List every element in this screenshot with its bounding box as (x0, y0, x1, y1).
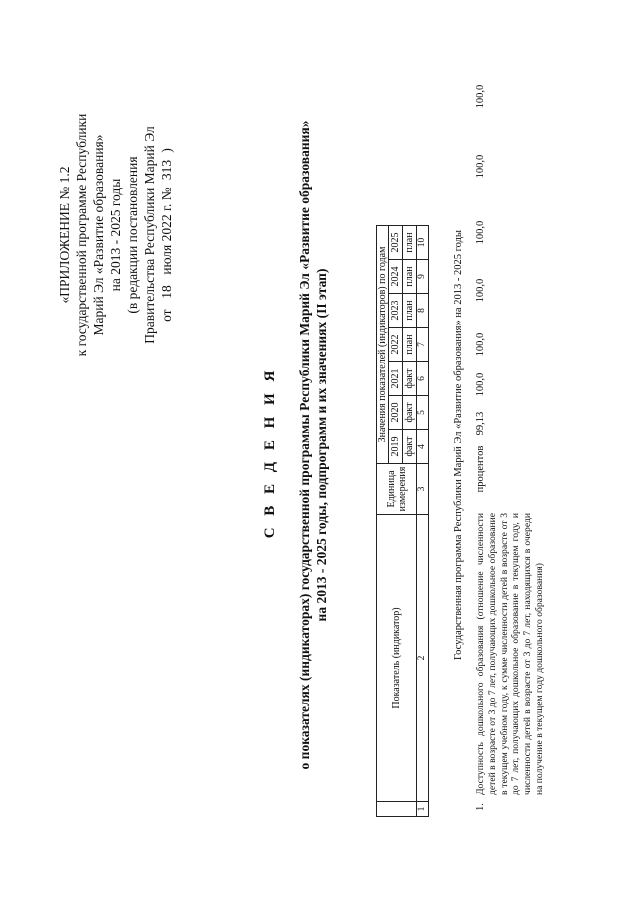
header-year: 2022 (389, 328, 403, 362)
appendix-line5: (в редакции постановления (125, 156, 140, 314)
appendix-line2: к государственной программе Республики (74, 113, 89, 357)
column-number: 8 (417, 294, 429, 328)
header-indicator: Показатель (индикатор) (377, 515, 417, 802)
header-year: 2023 (389, 294, 403, 328)
row-unit: процентов (475, 445, 486, 493)
appendix-line1: «ПРИЛОЖЕНИЕ № 1.2 (57, 166, 72, 304)
appendix-line7 (158, 35, 175, 435)
column-number: 3 (417, 464, 429, 515)
appendix-line6: Правительства Республики Марий Эл (142, 126, 157, 344)
row-value-2025: 100,0 (475, 84, 486, 109)
row-value-2020: 100,0 (475, 372, 486, 397)
appendix-number: 313 (159, 159, 174, 181)
appendix-month-year: июля 2022 г. № (159, 187, 174, 275)
appendix-block (56, 35, 175, 435)
column-number: 7 (417, 328, 429, 362)
header-year: 2019 (389, 430, 403, 464)
column-number: 10 (417, 226, 429, 260)
row-value-2021: 100,0 (475, 332, 486, 357)
header-year: 2020 (389, 396, 403, 430)
document-title: С В Е Д Е Н И Я (262, 366, 278, 539)
column-number: 5 (417, 396, 429, 430)
column-number: 2 (417, 515, 429, 802)
header-num-blank (377, 802, 417, 817)
appendix-line3: Марий Эл «Развитие образования» (91, 134, 106, 336)
header-kind: факт (403, 362, 417, 396)
column-number: 9 (417, 260, 429, 294)
subtitle-line1: о показателях (индикаторах) государственной программы Республики Марий Эл «Развитие образования» (297, 120, 312, 770)
row-value-2019: 99,13 (475, 411, 486, 436)
header-year: 2025 (389, 226, 403, 260)
header-unit: Единица измерения (377, 464, 417, 515)
row-value-2024: 100,0 (475, 154, 486, 179)
row-indicator-text: Доступность дошкольного образования (отношение численности детей в возрасте от 3 до 7 лет, получающих дошкольное образование в текущем учебном году, к сумме численности детей в возрасте от 3 до 7 лет, получающих дошкольное образование в текущем году, и численности детей в возрасте от 3 до 7 лет, находящихся в очереди на получение в текущем году дошкольного образования) (475, 513, 545, 795)
header-kind: план (403, 226, 417, 260)
row-value-2022: 100,0 (475, 278, 486, 303)
header-kind: план (403, 328, 417, 362)
document-subtitle (296, 55, 330, 835)
header-values-group: Значения показателей (индикаторов) по годам (377, 226, 389, 464)
header-year: 2024 (389, 260, 403, 294)
row-number: 1. (475, 803, 486, 811)
appendix-day: 18 (159, 285, 174, 299)
header-kind: факт (403, 396, 417, 430)
indicators-table (376, 225, 429, 817)
column-number: 6 (417, 362, 429, 396)
column-number: 1 (417, 802, 429, 817)
column-number: 4 (417, 430, 429, 464)
header-kind: план (403, 260, 417, 294)
section-heading: Государственная программа Республики Марий Эл «Развитие образования» на 2013 - 2025 годы (453, 230, 464, 660)
appendix-date-prefix: от (159, 309, 174, 322)
appendix-close-paren: ) (159, 148, 174, 153)
appendix-line4: на 2013 - 2025 годы (108, 178, 123, 292)
header-year: 2021 (389, 362, 403, 396)
header-kind: факт (403, 430, 417, 464)
subtitle-line2: на 2013 - 2025 годы, подпрограмм и их значениях (II этап) (314, 268, 329, 622)
header-kind: план (403, 294, 417, 328)
row-value-2023: 100,0 (475, 220, 486, 245)
